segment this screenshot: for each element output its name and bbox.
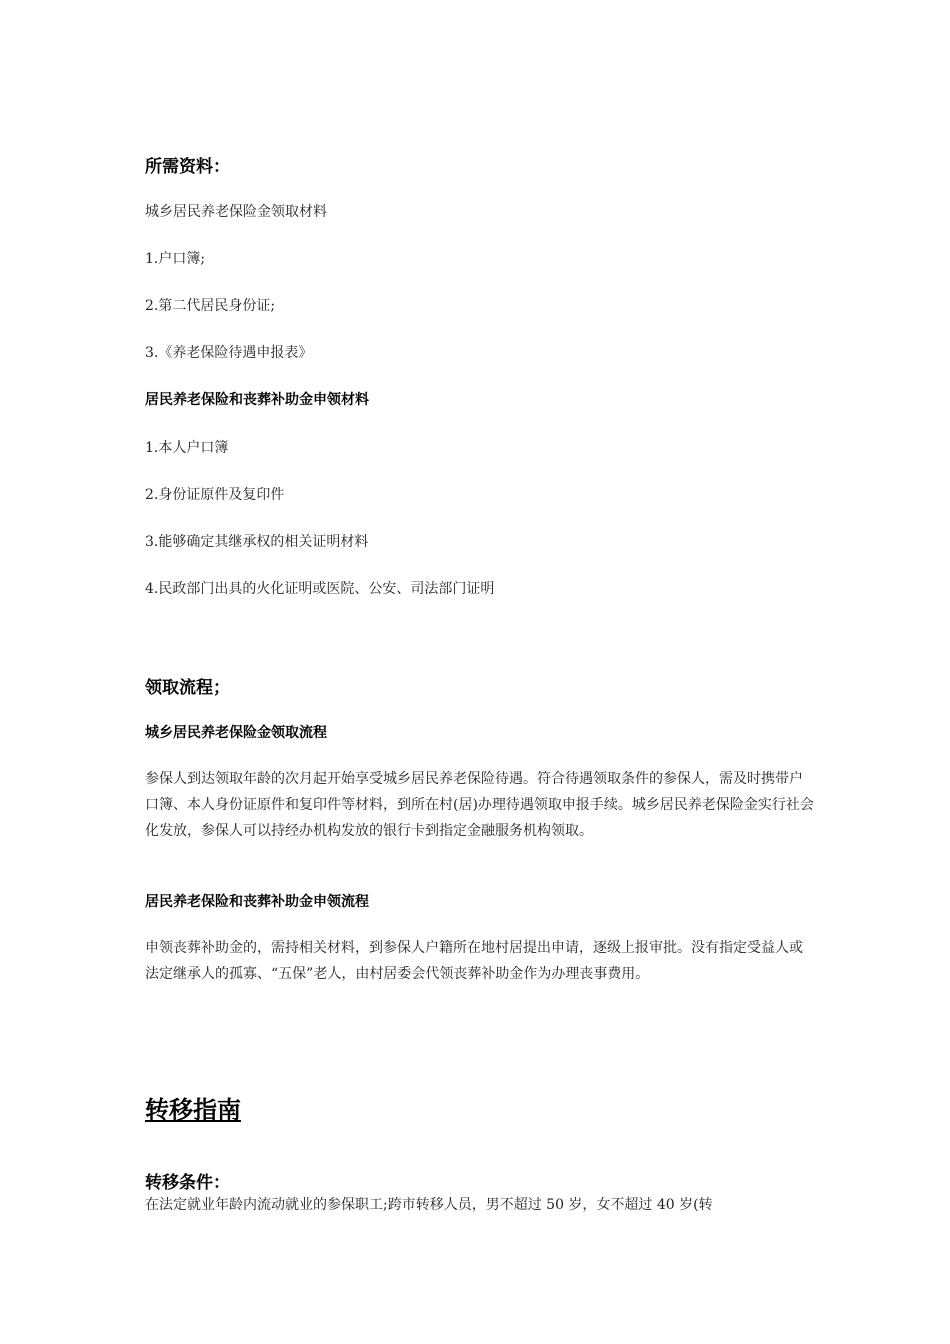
funeral-material-item: 2.身份证原件及复印件 (145, 487, 285, 503)
funeral-process-text: 申领丧葬补助金的，需持相关材料，到参保人户籍所在地村居提出申请，逐级上报审批。没有指定受益人或法定继承人的孤寡、“五保”老人，由村居委会代领丧葬补助金作为办理丧事费用。 (145, 940, 803, 982)
pension-process-title: 城乡居民养老保险金领取流程 (145, 725, 327, 741)
funeral-process-title: 居民养老保险和丧葬补助金申领流程 (145, 894, 369, 910)
transfer-conditions-text: 在法定就业年龄内流动就业的参保职工;跨市转移人员，男不超过 50 岁，女不超过 40 岁(转 (145, 1197, 713, 1213)
transfer-conditions-title: 转移条件： (145, 1173, 230, 1193)
pension-material-item: 2.第二代居民身份证; (145, 298, 276, 314)
process-heading: 领取流程； (145, 678, 230, 698)
funeral-materials-title: 居民养老保险和丧葬补助金申领材料 (145, 392, 369, 408)
pension-material-item: 3.《养老保险待遇申报表》 (145, 345, 313, 361)
funeral-material-item: 4.民政部门出具的火化证明或医院、公安、司法部门证明 (145, 581, 495, 597)
pension-materials-title: 城乡居民养老保险金领取材料 (145, 204, 327, 220)
required-materials-heading: 所需资料： (145, 157, 230, 177)
transfer-guide-heading: 转移指南 (145, 1096, 241, 1124)
funeral-material-item: 1.本人户口簿 (145, 440, 229, 456)
funeral-material-item: 3.能够确定其继承权的相关证明材料 (145, 534, 369, 550)
pension-process-text: 参保人到达领取年龄的次月起开始享受城乡居民养老保险待遇。符合待遇领取条件的参保人，需及时携带户口簿、本人身份证原件和复印件等材料，到所在村(居)办理待遇领取申报手续。城乡居民养老保险金实行社会化发放，参保人可以持经办机构发放的银行卡到指定金融服务机构领取。 (145, 771, 814, 839)
pension-material-item: 1.户口簿; (145, 251, 206, 267)
